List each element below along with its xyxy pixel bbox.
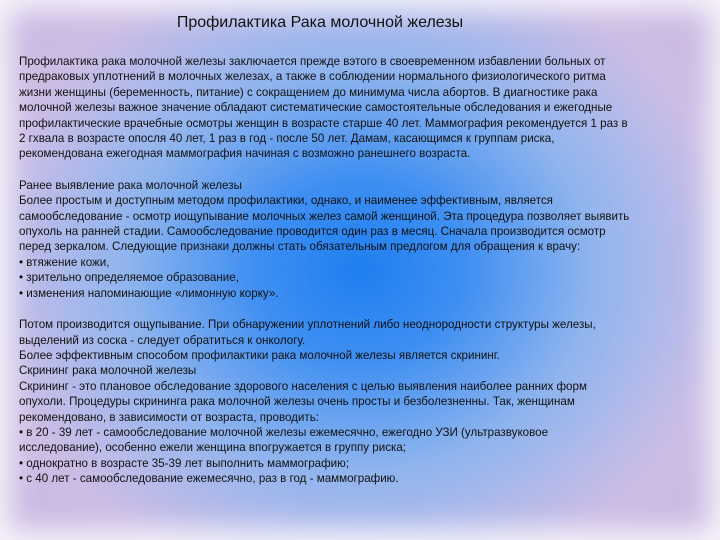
text-line: выделений из соска - следует обратиться к онкологу. xyxy=(19,333,306,347)
text-line: Более простым и доступным методом профилактики, однако, и наименее эффективным, является xyxy=(19,194,553,208)
text-line: Скрининг - это плановое обследование здорового населения с целью выявления наиболее ранних форм xyxy=(19,379,587,393)
paragraph-screening xyxy=(19,317,707,486)
text-line: молочной железы важное значение обладают систематические самостоятельные обследования и ежегодные xyxy=(19,101,613,115)
slide-body xyxy=(19,54,707,503)
paragraph-prevention xyxy=(19,54,707,162)
text-line: Потом производится ощупывание. При обнаружении уплотнений либо неоднородности структуры железы, xyxy=(19,318,596,332)
text-line: предраковых уплотнений в молочных железах, а также в соблюдении нормального физиологического ритма xyxy=(19,70,606,84)
bullet-item: • втяжение кожи, xyxy=(19,255,110,269)
text-line: Ранее выявление рака молочной железы xyxy=(19,178,242,192)
text-line: исследование), особенно ежели женщина впогружается в группу риска; xyxy=(19,441,407,455)
text-line: самообследование - осмотр иощупывание молочных желез самой женщиной. Эта процедура позволяет выявить xyxy=(19,209,630,223)
text-line: 2 гхвала в возрасте опосля 40 лет, 1 раз в год - после 50 лет. Дамам, касающимся к группам риска, xyxy=(19,132,555,146)
slide-title: Профилактика Рака молочной железы xyxy=(176,14,464,31)
text-line: рекомендована ежегодная маммография начиная с возможно ранешнего возраста. xyxy=(19,147,471,161)
bullet-item: • изменения напоминающие «лимонную корку». xyxy=(19,286,279,300)
text-line: жизни женщины (беременность, питание) с сокращением до минимума числа абортов. В диагностике рака xyxy=(19,85,598,99)
text-line: перед зеркалом. Следующие признаки должны стать обязательным предлогом для обращения к врачу: xyxy=(19,240,581,254)
bullet-item: • однократно в возрасте 35-39 лет выполнить маммографию; xyxy=(19,456,350,470)
text-line: рекомендовано, в зависимости от возраста, проводить: xyxy=(19,410,319,424)
paragraph-early-detection xyxy=(19,178,707,301)
text-line: Профилактика рака молочной железы заключается прежде вэтого в своевременном избавлении больных от xyxy=(19,55,606,68)
text-line: опухоль на ранней стадии. Самообследование проводится один раз в месяц. Сначала производится осмотр xyxy=(19,225,606,239)
text-line: опухоли. Процедуры скрининга рака молочной железы очень просты и безболезненны. Так, женщинам xyxy=(19,395,575,409)
bullet-item: • с 40 лет - самообследование ежемесячно, раз в год - маммографию. xyxy=(19,472,399,486)
text-line: Скрининг рака молочной железы xyxy=(19,364,197,378)
text-line: Более эффективным способом профилактики рака молочной железы является скрининг. xyxy=(19,348,500,362)
bullet-item: • зрительно определяемое образование, xyxy=(19,271,239,285)
text-line: профилактические врачебные осмотры женщин в возрасте старше 40 лет. Маммография рекомендуется 1 раз в xyxy=(19,116,628,130)
bullet-item: • в 20 - 39 лет - самообследование молочной железы ежемесячно, ежегодно УЗИ (ультразвуковое xyxy=(19,425,549,439)
